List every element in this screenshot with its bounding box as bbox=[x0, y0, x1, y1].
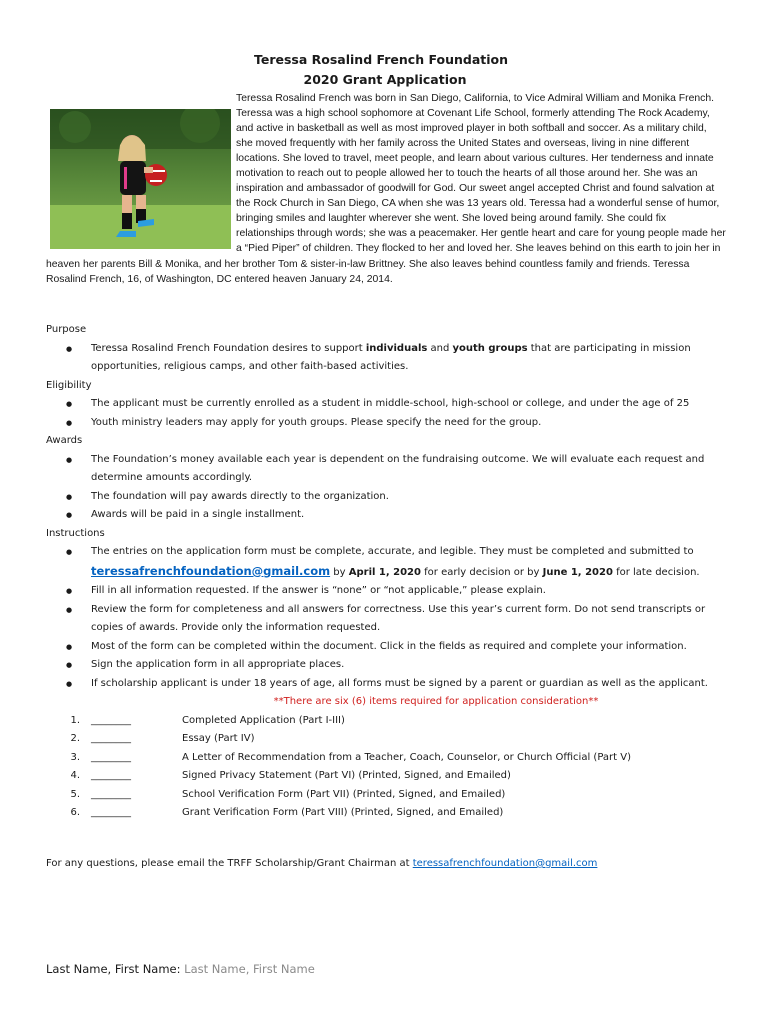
purpose-text-3: that are participating in mission opportunities, religious camps, and other faith-based activities. bbox=[91, 342, 691, 372]
instructions-heading: Instructions bbox=[46, 527, 105, 539]
memorial-biography bbox=[46, 91, 726, 287]
submission-text-late: for late decision. bbox=[612, 566, 700, 578]
name-field-label: Last Name, First Name: bbox=[46, 962, 185, 976]
eligibility-heading: Eligibility bbox=[46, 379, 92, 391]
checklist-blank: ________ bbox=[91, 714, 131, 726]
submission-email-link[interactable]: teressafrenchfoundation@gmail.com bbox=[91, 563, 331, 578]
checklist-number: 1. bbox=[70, 714, 80, 726]
submission-text-early: for early decision or by bbox=[420, 566, 543, 578]
required-items-checklist bbox=[46, 712, 736, 823]
required-items-notice: **There are six (6) items required for application consideration** bbox=[273, 696, 599, 707]
checklist-number: 6. bbox=[70, 807, 80, 818]
checklist-item bbox=[46, 767, 736, 786]
instructions-item: ● Sign the application form in all appropriate places. bbox=[46, 656, 736, 675]
purpose-heading: Purpose bbox=[46, 324, 87, 335]
checklist-item bbox=[46, 712, 736, 731]
eligibility-item: ● Youth ministry leaders may apply for youth groups. Please specify the need for the group. bbox=[46, 414, 736, 433]
purpose-item bbox=[46, 340, 736, 377]
eligibility-list bbox=[46, 395, 736, 432]
photo-spacer bbox=[46, 91, 236, 243]
early-deadline: April 1, 2020 bbox=[348, 566, 421, 578]
instructions-item: ● Most of the form can be completed within the document. Click in the fields as required and complete your information. bbox=[46, 638, 736, 657]
checklist-number: 4. bbox=[70, 770, 80, 781]
instructions-item: ● Review the form for completeness and all answers for correctness. Use this year’s current form. Do not send transcripts or copies of awards. Provide only the information requested. bbox=[46, 601, 736, 638]
name-field-row bbox=[46, 962, 315, 976]
biography-text: Teressa Rosalind French was born in San Diego, California, to Vice Admiral William and Monika French. Teressa was a high school sophomore at Covenant Life School, formerly attending The Rock Academy, and active in basketball as well as most improved player in both softball and soccer. As a military child, she moved frequently with her family across the United States and overseas, living in nine different locations. She loved to travel, meet people, and learn about various cultures. Her tenderness and innate motivation to reach out to people allowed her to touch the hearts of all those around her. She was an inspiration and ambassador of goodwill for God. Our sweet angel accepted Christ and found salvation at the Rock Church in San Diego, CA when she was 13 years old. Teressa had a wonderful sense of humor, bringing smiles and laughter wherever she went. She loved being around family. She could fix relationships through words; she was a peacemaker. Her gentle heart and care for young people made her a “Pied Piper” of children. They flocked to her and loved her. She leaves behind on this earth to join her in heaven her parents Bill & Monika, and her brother Tom & sister-in-law Brittney. She also leaves behind countless family and friends. Teressa Rosalind French, 16, of Washington, DC entered heaven January 24, 2014. bbox=[46, 93, 726, 285]
checklist-number: 3. bbox=[70, 751, 80, 763]
checklist-item bbox=[46, 804, 736, 823]
checklist-text: Essay (Part IV) bbox=[182, 733, 255, 744]
awards-item: ● The Foundation’s money available each year is dependent on the fundraising outcome. We will evaluate each request and determine amounts accordingly. bbox=[46, 451, 736, 488]
checklist-item bbox=[46, 749, 736, 768]
purpose-individuals: individuals bbox=[365, 342, 428, 354]
checklist-blank: ________ bbox=[91, 751, 131, 763]
checklist-text: Grant Verification Form (Part VIII) (Printed, Signed, and Emailed) bbox=[182, 807, 504, 818]
instructions-list bbox=[46, 543, 736, 693]
checklist-number: 5. bbox=[70, 788, 80, 800]
awards-item: ● The foundation will pay awards directly to the organization. bbox=[46, 488, 736, 507]
purpose-text-1: Teressa Rosalind French Foundation desires to support bbox=[91, 342, 366, 354]
checklist-text: Signed Privacy Statement (Part VI) (Printed, Signed, and Emailed) bbox=[182, 770, 511, 781]
checklist-number: 2. bbox=[70, 733, 80, 744]
eligibility-item: ● The applicant must be currently enrolled as a student in middle-school, high-school or college, and under the age of 25 bbox=[46, 395, 736, 414]
instructions-item: ● If scholarship applicant is under 18 years of age, all forms must be signed by a parent or guardian as well as the applicant. bbox=[46, 675, 736, 694]
instructions-item-submission bbox=[46, 543, 736, 582]
contact-text: For any questions, please email the TRFF Scholarship/Grant Chairman at bbox=[46, 858, 413, 869]
checklist-item bbox=[46, 786, 736, 805]
purpose-youth-groups: youth groups bbox=[452, 342, 528, 354]
purpose-list bbox=[46, 340, 736, 377]
awards-item: ● Awards will be paid in a single installment. bbox=[46, 506, 736, 525]
contact-email-link[interactable]: teressafrenchfoundation@gmail.com bbox=[412, 858, 598, 869]
checklist-blank: ________ bbox=[91, 788, 131, 800]
late-deadline: June 1, 2020 bbox=[542, 566, 613, 578]
checklist-text: School Verification Form (Part VII) (Printed, Signed, and Emailed) bbox=[182, 788, 506, 800]
checklist-blank: ________ bbox=[91, 770, 131, 781]
awards-list bbox=[46, 451, 736, 525]
checklist-item bbox=[46, 730, 736, 749]
checklist-text: A Letter of Recommendation from a Teacher, Coach, Counselor, or Church Official (Part V) bbox=[182, 751, 631, 763]
checklist-blank: ________ bbox=[91, 807, 131, 818]
document-subtitle: 2020 Grant Application bbox=[303, 72, 467, 87]
contact-line bbox=[46, 856, 746, 872]
submission-text-by: by bbox=[330, 566, 349, 578]
application-guidelines bbox=[46, 321, 736, 823]
purpose-text-2: and bbox=[427, 342, 453, 354]
instructions-item: ● Fill in all information requested. If the answer is “none” or “not applicable,” please explain. bbox=[46, 582, 736, 601]
checklist-blank: ________ bbox=[91, 733, 131, 744]
submission-text: The entries on the application form must be complete, accurate, and legible. They must be completed and submitted to bbox=[91, 546, 694, 557]
document-title: Teressa Rosalind French Foundation bbox=[254, 52, 508, 67]
awards-heading: Awards bbox=[46, 435, 83, 446]
checklist-text: Completed Application (Part I-III) bbox=[182, 714, 345, 726]
name-input[interactable]: Last Name, First Name bbox=[184, 962, 315, 976]
